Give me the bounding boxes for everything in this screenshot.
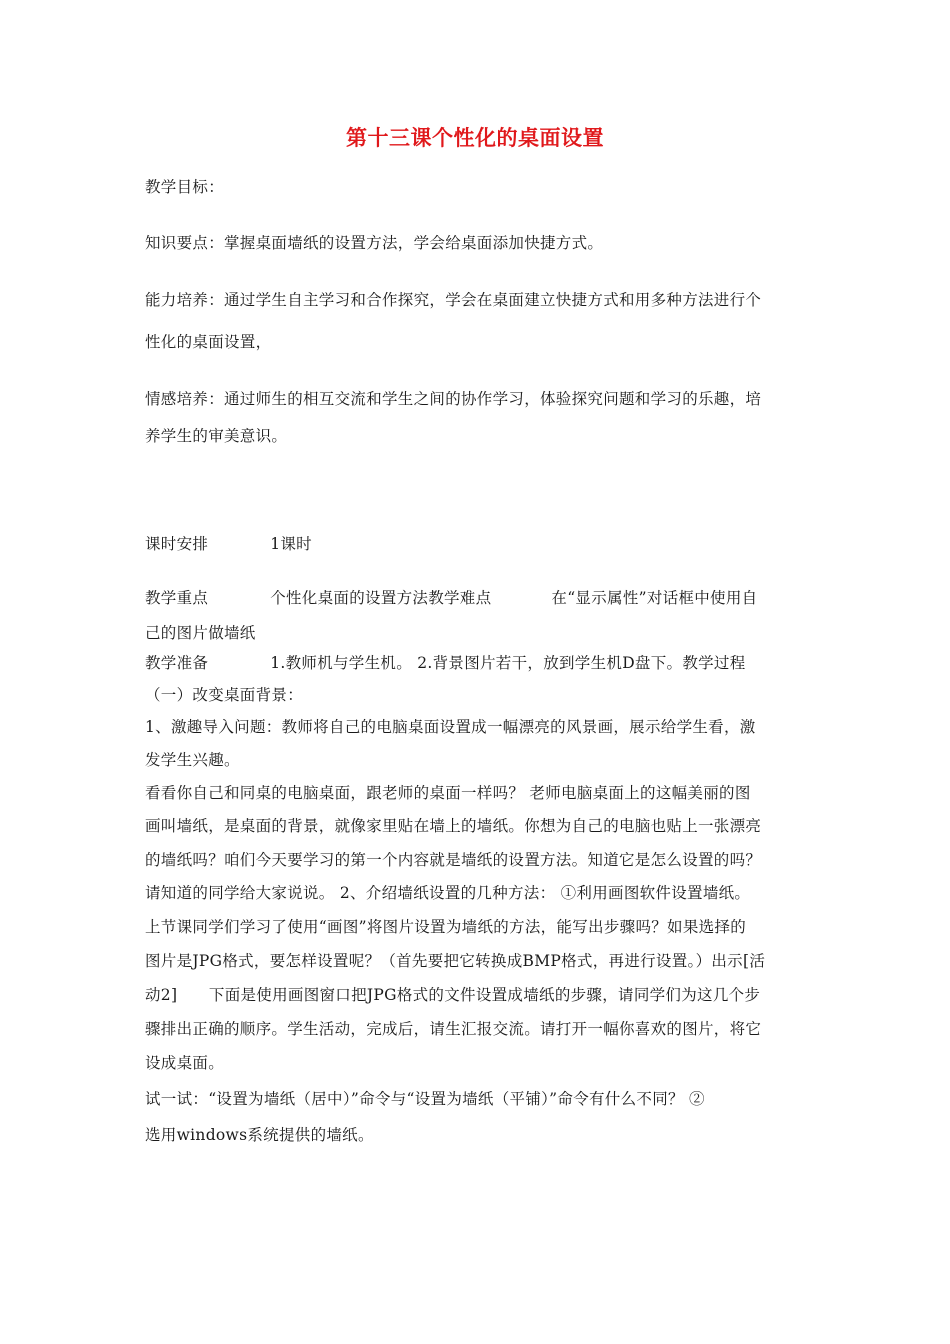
- paragraph-line: 请知道的同学给大家说说。 2、介绍墙纸设置的几种方法： ①利用画图软件设置墙纸。: [145, 884, 751, 902]
- prep-label: 教学准备: [145, 654, 209, 672]
- paragraph-line: 选用windows系统提供的墙纸。: [145, 1126, 374, 1144]
- section-heading: （一）改变桌面背景：: [145, 686, 304, 704]
- objectives-heading: 教学目标：: [145, 178, 225, 196]
- paragraph-line: 发学生兴趣。: [145, 751, 240, 769]
- paragraph-line: 骤排出正确的顺序。学生活动，完成后，请生汇报交流。请打开一幅你喜欢的图片，将它: [145, 1020, 762, 1038]
- schedule-row: [145, 533, 805, 555]
- schedule-value: 1课时: [270, 535, 312, 553]
- paragraph-line: 动2] 下面是使用画图窗口把JPG格式的文件设置成墙纸的步骤，请同学们为这几个步: [145, 986, 761, 1004]
- prep-value: 1.教师机与学生机。 2.背景图片若干，放到学生机D盘下。教学过程: [270, 654, 746, 672]
- focus-label: 教学重点: [145, 589, 209, 607]
- paragraph-line: 试一试：“设置为墙纸（居中）”命令与“设置为墙纸（平铺）”命令有什么不同？ ②: [145, 1090, 705, 1108]
- prep-row: [145, 652, 805, 674]
- knowledge-points: 知识要点：掌握桌面墙纸的设置方法，学会给桌面添加快捷方式。: [145, 234, 604, 252]
- focus-value: 个性化桌面的设置方法教学难点: [270, 589, 492, 607]
- schedule-label: 课时安排: [145, 535, 209, 553]
- paragraph-line: 上节课同学们学习了使用“画图”将图片设置为墙纸的方法，能写出步骤吗？如果选择的: [145, 918, 747, 936]
- ability-line-1: 能力培养：通过学生自主学习和合作探究，学会在桌面建立快捷方式和用多种方法进行个: [145, 291, 762, 309]
- emotion-line-1: 情感培养：通过师生的相互交流和学生之间的协作学习，体验探究问题和学习的乐趣，培: [145, 390, 762, 408]
- difficulty-value: 在“显示属性”对话框中使用自: [551, 589, 758, 607]
- paragraph-line: 看看你自己和同桌的电脑桌面，跟老师的桌面一样吗？ 老师电脑桌面上的这幅美丽的图: [145, 784, 751, 802]
- paragraph-line: 的墙纸吗？咱们今天要学习的第一个内容就是墙纸的设置方法。知道它是怎么设置的吗？: [145, 851, 762, 869]
- ability-line-2: 性化的桌面设置，: [145, 333, 272, 351]
- paragraph-line: 图片是JPG格式，要怎样设置呢？（首先要把它转换成BMP格式，再进行设置。）出示[活: [145, 952, 766, 970]
- paragraph-line: 画叫墙纸，是桌面的背景，就像家里贴在墙上的墙纸。你想为自己的电脑也贴上一张漂亮: [145, 817, 762, 835]
- focus-row: [145, 587, 805, 609]
- paragraph-line: 1、激趣导入问题：教师将自己的电脑桌面设置成一幅漂亮的风景画，展示给学生看，激: [145, 718, 756, 736]
- focus-line-2: 己的图片做墙纸: [145, 624, 256, 642]
- paragraph-line: 设成桌面。: [145, 1054, 225, 1072]
- emotion-line-2: 养学生的审美意识。: [145, 427, 288, 445]
- document-title: 第十三课个性化的桌面设置: [346, 126, 604, 150]
